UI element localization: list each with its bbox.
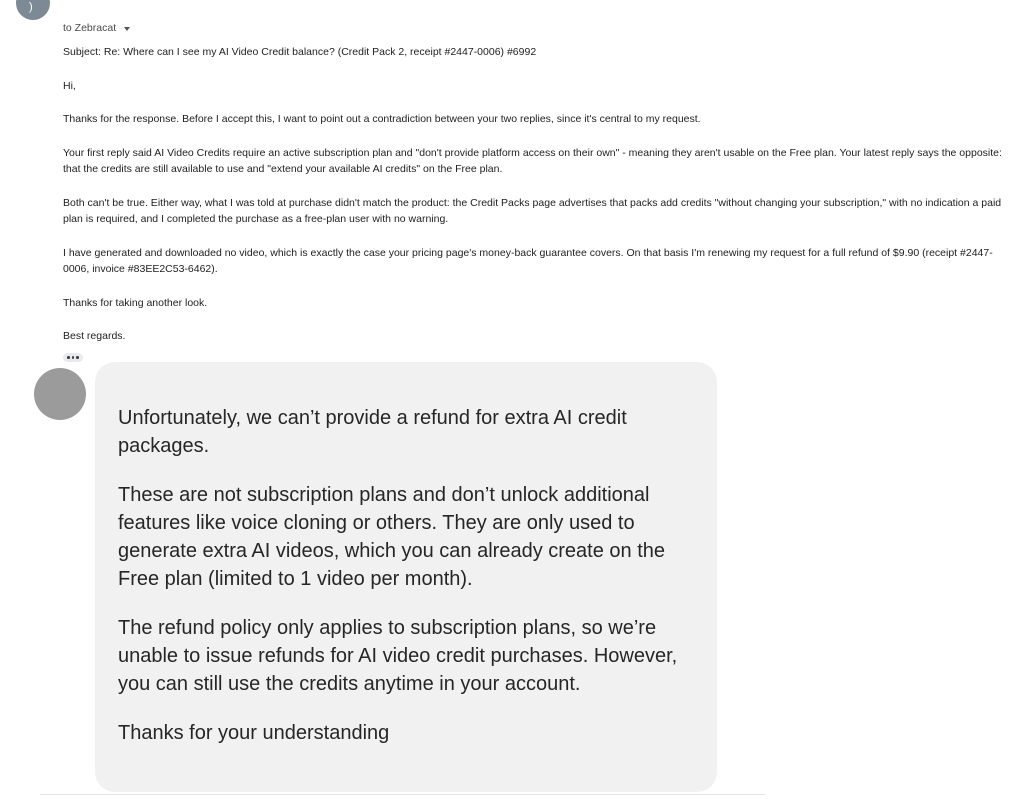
sender-avatar[interactable] — [16, 0, 50, 20]
recipient-dropdown[interactable] — [63, 22, 130, 34]
email-paragraph: Your first reply said AI Video Credits require an active subscription plan and "don't provide platform access on their own" - meaning they aren't usable on the Free plan. Your latest reply says the opposite: that the credits are still available to use and "extend your available AI credits" on the Free plan. — [63, 146, 1002, 175]
email-body — [63, 44, 1018, 362]
reply-paragraph: These are not subscription plans and don’t unlock additional features like voice cloning or others. They are only used to generate extra AI videos, which you can already create on the Free plan (limited to 1 video per month). — [118, 484, 666, 590]
divider — [40, 794, 765, 795]
recipient-label: to Zebracat — [63, 22, 117, 34]
reply-paragraph: Unfortunately, we can’t provide a refund for extra AI credit packages. — [118, 407, 627, 457]
ellipsis-icon — [72, 356, 75, 359]
ellipsis-icon — [67, 356, 70, 359]
email-paragraph: Both can't be true. Either way, what I was told at purchase didn't match the product: the Credit Packs page advertises that packs add credits "without changing your subscription," with no indication a paid plan is required, and I completed the purchase as a free-plan user with no warning. — [63, 196, 1002, 225]
reply-paragraph: The refund policy only applies to subscription plans, so we’re unable to issue refunds for AI video credit purchases. However, you can still use the credits anytime in your account. — [118, 617, 678, 695]
show-trimmed-content-button[interactable] — [63, 353, 83, 362]
email-paragraph: I have generated and downloaded no video, which is exactly the case your pricing page's money-back guarantee covers. On that basis I'm renewing my request for a full refund of $9.90 (receipt #2447-0006, invoice #83EE2C53-6462). — [63, 246, 993, 275]
reply-avatar — [34, 368, 86, 420]
email-paragraph: Thanks for taking another look. — [63, 296, 208, 309]
email-greeting: Hi, — [63, 79, 76, 92]
reply-message-bubble — [95, 362, 717, 792]
chevron-down-icon[interactable] — [124, 27, 130, 31]
email-paragraph: Thanks for the response. Before I accept this, I want to point out a contradiction between your two replies, since it's central to my request. — [63, 113, 701, 125]
reply-paragraph: Thanks for your understanding — [118, 722, 390, 744]
ellipsis-icon — [76, 356, 79, 359]
avatar-initial-glyph: ) — [29, 1, 33, 13]
email-subject: Subject: Re: Where can I see my AI Video Credit balance? (Credit Pack 2, receipt #2447-0006) #6992 — [63, 46, 537, 58]
email-signoff: Best regards. — [63, 330, 126, 342]
